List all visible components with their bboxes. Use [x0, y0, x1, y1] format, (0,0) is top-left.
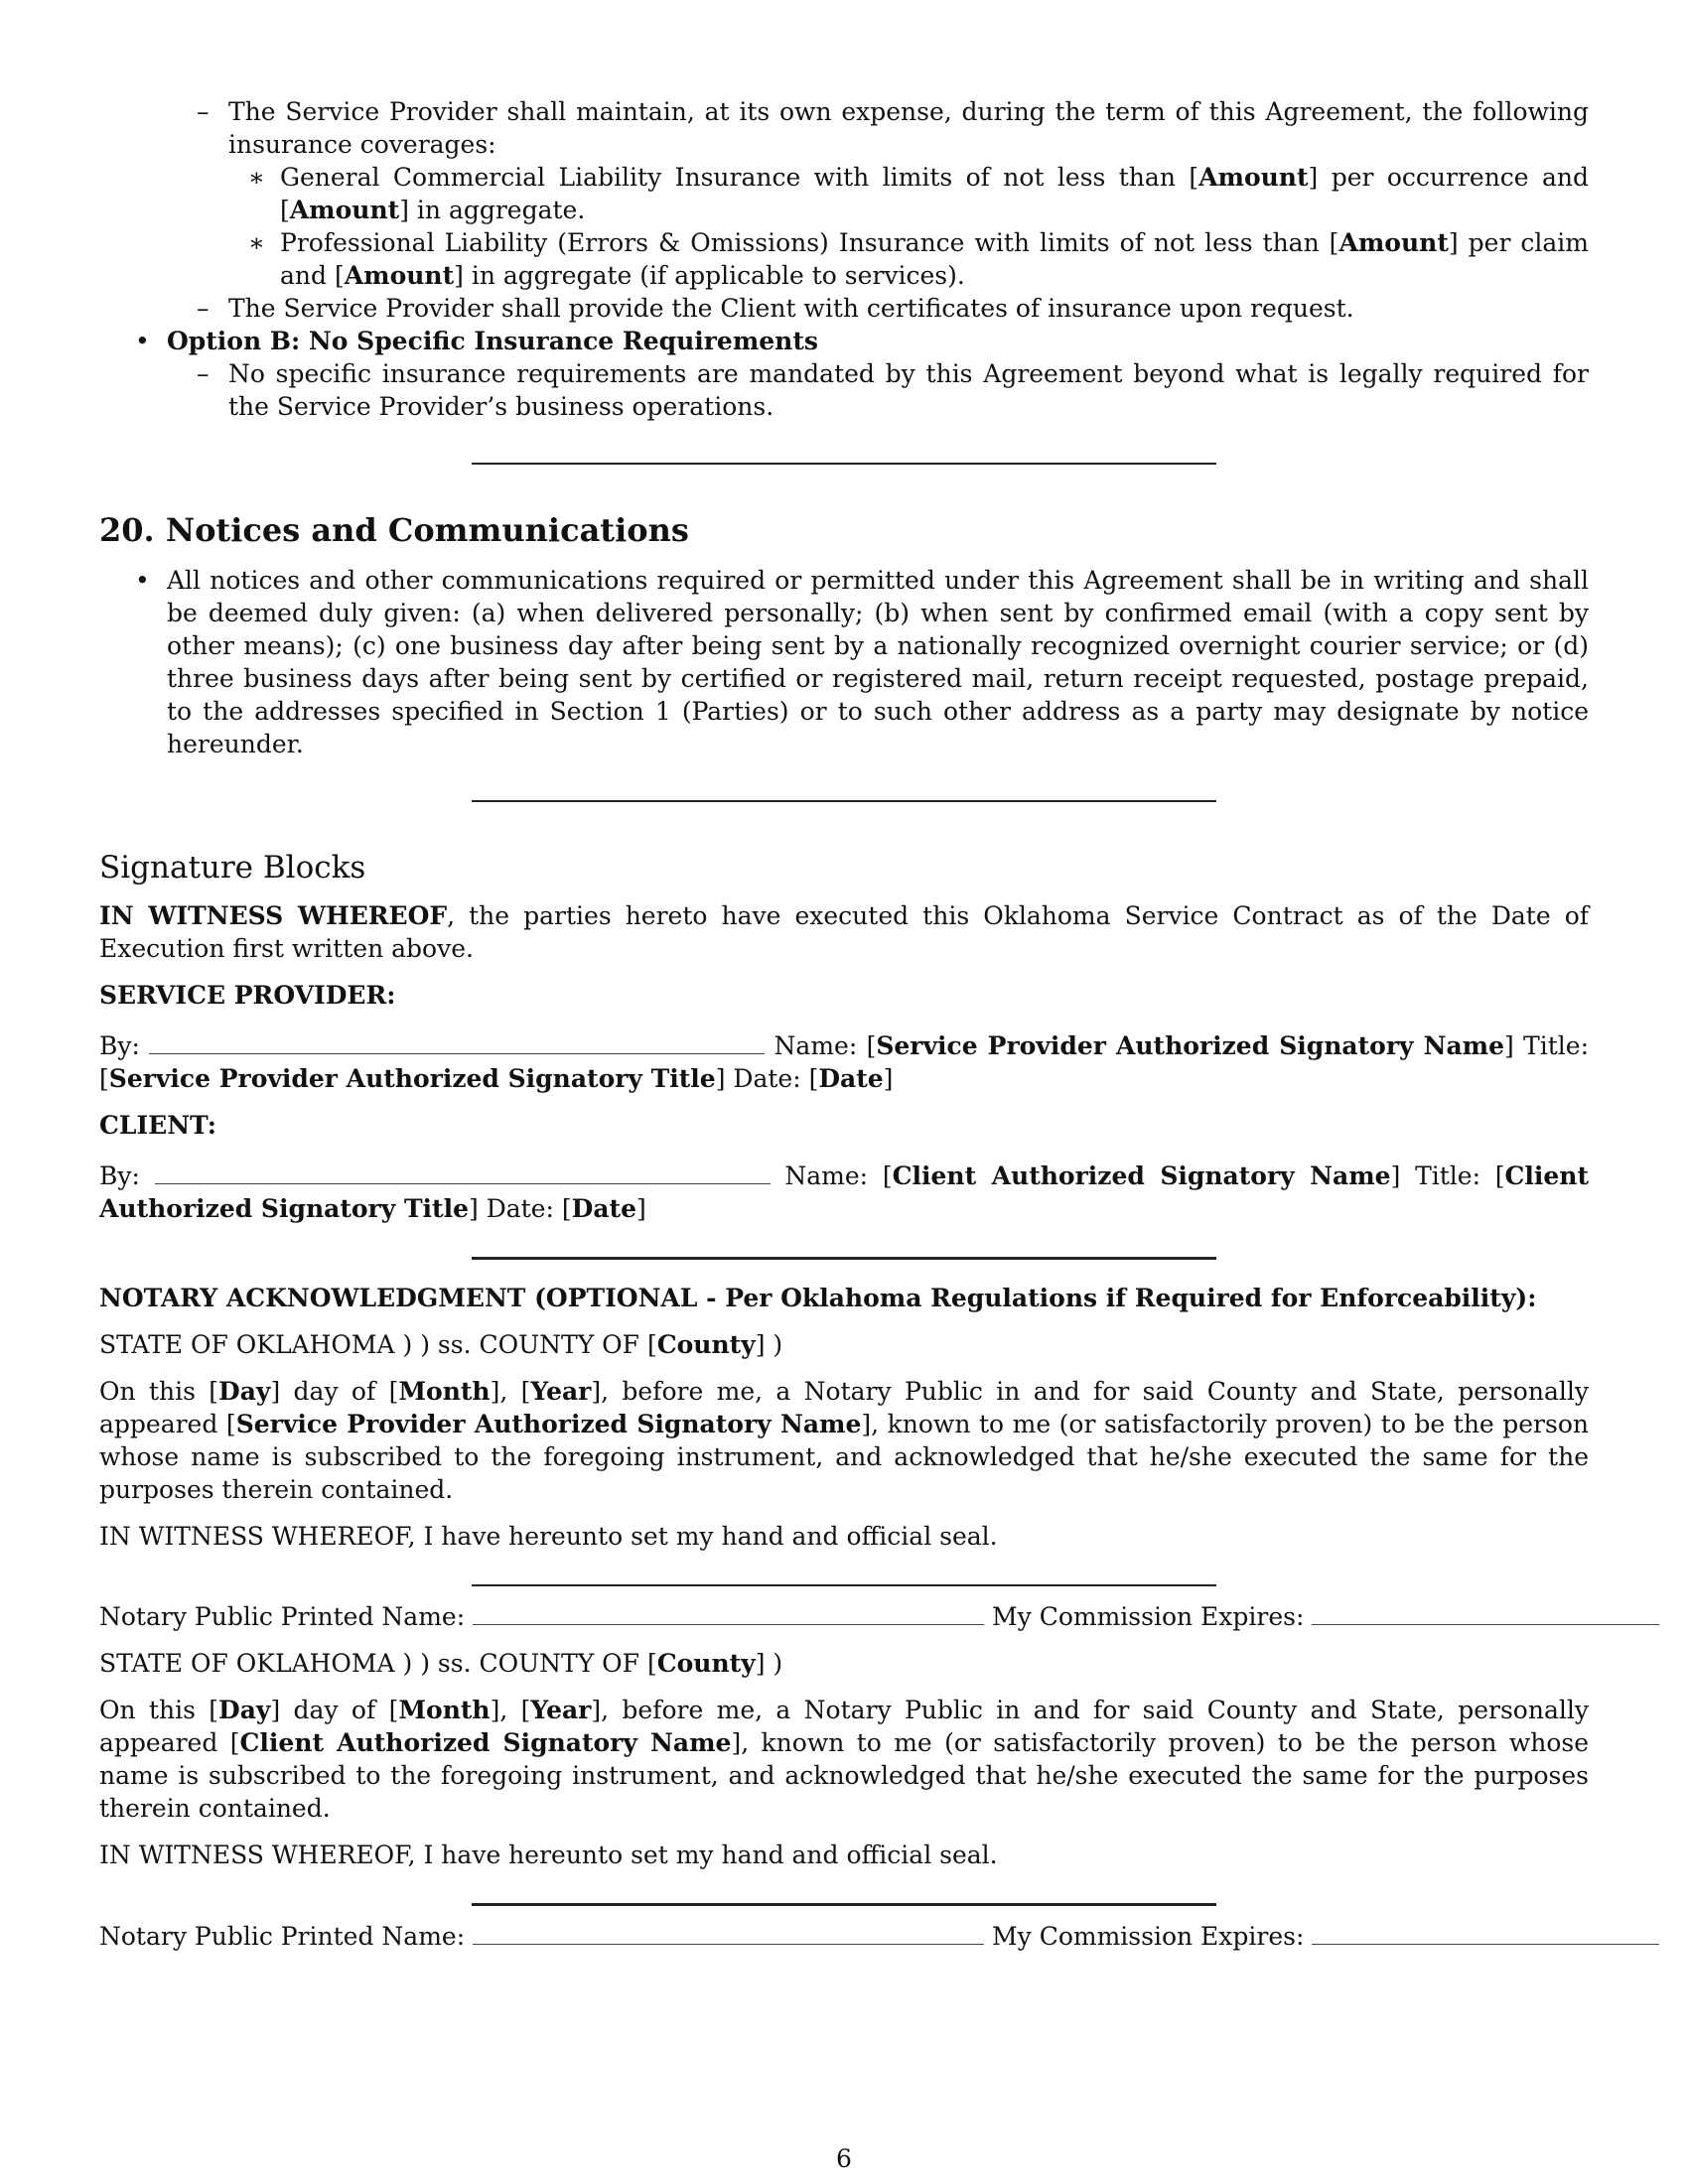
signature-heading: Signature Blocks: [99, 850, 366, 886]
client-label: CLIENT:: [99, 1111, 217, 1140]
notary-name-line[interactable]: [473, 1604, 984, 1625]
notary-heading: NOTARY ACKNOWLEDGMENT (OPTIONAL - Per Oklahoma Regulations if Required for Enforceability):: [99, 1284, 1537, 1312]
star-marker: ∗: [248, 163, 265, 192]
service-provider-label: SERVICE PROVIDER:: [99, 981, 396, 1010]
notary-state-line-1: STATE OF OKLAHOMA ) ) ss. COUNTY OF [County] ): [99, 1330, 783, 1359]
notary-print-row-2: Notary Public Printed Name: My Commission Expires:: [99, 1920, 1589, 1953]
bullet-marker: •: [135, 566, 150, 595]
star-marker: ∗: [248, 228, 265, 257]
notary-seal-2: IN WITNESS WHEREOF, I have hereunto set my hand and official seal.: [99, 1841, 998, 1869]
notices-item: [99, 564, 1589, 760]
commission-line[interactable]: [1312, 1924, 1659, 1945]
certificates-item: – The Service Provider shall provide the Client with certificates of insurance upon request.: [197, 294, 1354, 323]
notices-heading: 20. Notices and Communications: [99, 511, 689, 549]
general-liability-item: ∗ General Commercial Liability Insurance with limits of not less than [Amount] per occurrence and [Amount] in aggregate.: [248, 163, 1590, 224]
insurance-maintain-text: The Service Provider shall maintain, at its own expense, during the term of this Agreement, the following insurance coverages:: [228, 97, 1589, 159]
insurance-maintain-item: [99, 95, 1589, 161]
amount-placeholder: Amount: [344, 261, 455, 290]
dash-marker: –: [197, 294, 210, 323]
document-page: [99, 95, 1589, 1953]
option-b-detail: – No specific insurance requirements are mandated by this Agreement beyond what is legally required for the Service Provider’s business operations.: [197, 359, 1589, 421]
witness-paragraph: IN WITNESS WHEREOF, the parties hereto have executed this Oklahoma Service Contract as of the Date of Execution first written above.: [99, 901, 1589, 963]
professional-liability-item: ∗ Professional Liability (Errors & Omissions) Insurance with limits of not less than [Amount] per claim and [Amount] in aggregate (if applicable to services).: [248, 228, 1590, 290]
notary-ack-paragraph-1: On this [Day] day of [Month], [Year], before me, a Notary Public in and for said County and State, personally appeared [Service Provider Authorized Signatory Name], known to me (or satisfactorily proven) to be the person whose name is subscribed to the foregoing instrument, and acknowledged that he/she executed the same for the purposes therein contained.: [99, 1377, 1589, 1504]
amount-placeholder: Amount: [1198, 163, 1309, 192]
notary-name-line[interactable]: [473, 1924, 984, 1945]
commission-line[interactable]: [1312, 1604, 1659, 1625]
service-provider-signature: By: Name: [Service Provider Authorized Signatory Name] Title: [Service Provider Authorized Signatory Title] Date: [Date]: [99, 1031, 1590, 1093]
dash-marker: –: [197, 359, 210, 388]
signature-line[interactable]: [155, 1163, 771, 1184]
bullet-marker: •: [135, 327, 150, 355]
notary-ack-paragraph-2: On this [Day] day of [Month], [Year], before me, a Notary Public in and for said County and State, personally appeared [Client Authorized Signatory Name], known to me (or satisfactorily proven) to be the person whose name is subscribed to the foregoing instrument, and acknowledged that he/she executed the same for the purposes therein contained.: [99, 1696, 1590, 1823]
client-signature: By: Name: [Client Authorized Signatory Name] Title: [Client Authorized Signatory Title] Date: [Date]: [99, 1161, 1590, 1223]
notary-print-row-1: Notary Public Printed Name: My Commission Expires:: [99, 1600, 1589, 1633]
notices-text: All notices and other communications required or permitted under this Agreement shall be in writing and shall be deemed duly given: (a) when delivered personally; (b) when sent by confirmed email (with a copy sent by other means); (c) one business day after being sent by a nationally recognized overnight courier service; or (d) three business days after being sent by certified or registered mail, return receipt requested, postage prepaid, to the addresses specified in Section 1 (Parties) or to such other address as a party may designate by notice hereunder.: [167, 566, 1589, 758]
notary-seal-1: IN WITNESS WHEREOF, I have hereunto set my hand and official seal.: [99, 1522, 998, 1551]
option-b-title: Option B: No Specific Insurance Requirements: [167, 327, 818, 355]
amount-placeholder: Amount: [1338, 228, 1449, 257]
notary-state-line-2: STATE OF OKLAHOMA ) ) ss. COUNTY OF [County] ): [99, 1649, 783, 1678]
amount-placeholder: Amount: [289, 196, 400, 224]
dash-marker: –: [197, 97, 210, 126]
page-number: 6: [836, 2144, 852, 2173]
signature-line[interactable]: [149, 1033, 765, 1054]
option-b-item: [99, 325, 1589, 357]
